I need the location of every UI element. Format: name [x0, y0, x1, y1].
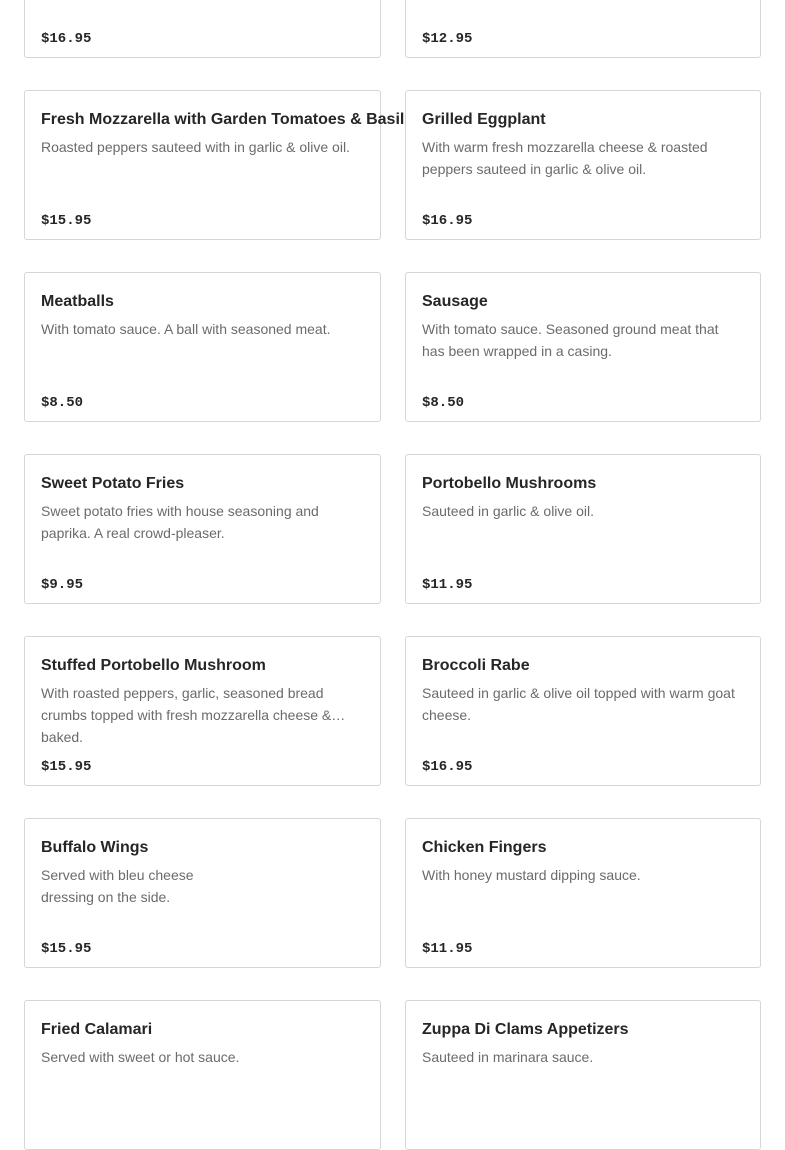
item-name: Buffalo Wings [41, 839, 149, 856]
menu-item-card[interactable] [24, 0, 381, 58]
item-name: Stuffed Portobello Mushroom [41, 657, 266, 674]
menu-items-grid [24, 0, 761, 1150]
item-name: Fried Calamari [41, 1021, 153, 1038]
item-price: $15.95 [41, 941, 92, 957]
item-name: Broccoli Rabe [422, 657, 530, 674]
item-price: $15.95 [41, 759, 92, 775]
item-description: With honey mustard dipping sauce. [422, 867, 641, 883]
item-name: Fresh Mozzarella with Garden Tomatoes & Basil [41, 111, 405, 128]
item-description: Served with bleu cheese dressing on the side. [41, 867, 194, 905]
item-description: With roasted peppers, garlic, seasoned bread crumbs topped with fresh mozzarella cheese & baked. [41, 685, 332, 745]
item-name: Meatballs [41, 293, 114, 310]
item-price: $15.95 [41, 213, 92, 229]
menu-item-card[interactable] [24, 636, 381, 786]
item-price: $8.50 [41, 395, 84, 411]
item-description: With warm fresh mozzarella cheese & roasted peppers sauteed in garlic & olive oil. [422, 139, 708, 177]
item-price: $12.95 [422, 31, 473, 47]
item-price: $11.95 [422, 577, 473, 593]
menu-item-card[interactable] [24, 272, 381, 422]
menu-item-card[interactable] [405, 272, 761, 422]
item-name: Sausage [422, 293, 488, 310]
item-price: $8.50 [422, 395, 465, 411]
item-description: Roasted peppers sauteed with in garlic & olive oil. [41, 139, 350, 155]
item-description: With tomato sauce. A ball with seasoned meat. [41, 321, 331, 337]
menu-item-card[interactable] [24, 1000, 381, 1150]
item-name: Grilled Eggplant [422, 111, 546, 128]
menu-item-card[interactable] [405, 454, 761, 604]
item-price: $11.95 [422, 941, 473, 957]
menu-item-card[interactable] [24, 90, 405, 240]
item-description: Sauteed in marinara sauce. [422, 1049, 594, 1065]
menu-item-card[interactable] [405, 0, 761, 58]
menu-item-card[interactable] [405, 1000, 761, 1150]
menu-item-card[interactable] [24, 454, 381, 604]
item-price: $9.95 [41, 577, 84, 593]
item-description: Sauteed in garlic & olive oil topped with warm goat cheese. [422, 685, 735, 723]
item-price: $16.95 [41, 31, 92, 47]
menu-item-card[interactable] [405, 818, 761, 968]
item-description: Served with sweet or hot sauce. [41, 1049, 240, 1065]
item-name: Zuppa Di Clams Appetizers [422, 1021, 629, 1038]
item-name: Sweet Potato Fries [41, 475, 185, 492]
item-description: Sweet potato fries with house seasoning and paprika. A real crowd-pleaser. [41, 503, 319, 541]
menu-item-card[interactable] [405, 636, 761, 786]
menu-item-card[interactable] [405, 90, 761, 240]
item-name: Portobello Mushrooms [422, 475, 597, 492]
item-description: With tomato sauce. Seasoned ground meat that has been wrapped in a casing. [422, 321, 719, 359]
item-description: Sauteed in garlic & olive oil. [422, 503, 594, 519]
item-price: $16.95 [422, 759, 473, 775]
item-name: Chicken Fingers [422, 839, 547, 856]
item-price: $16.95 [422, 213, 473, 229]
menu-item-card[interactable] [24, 818, 381, 968]
